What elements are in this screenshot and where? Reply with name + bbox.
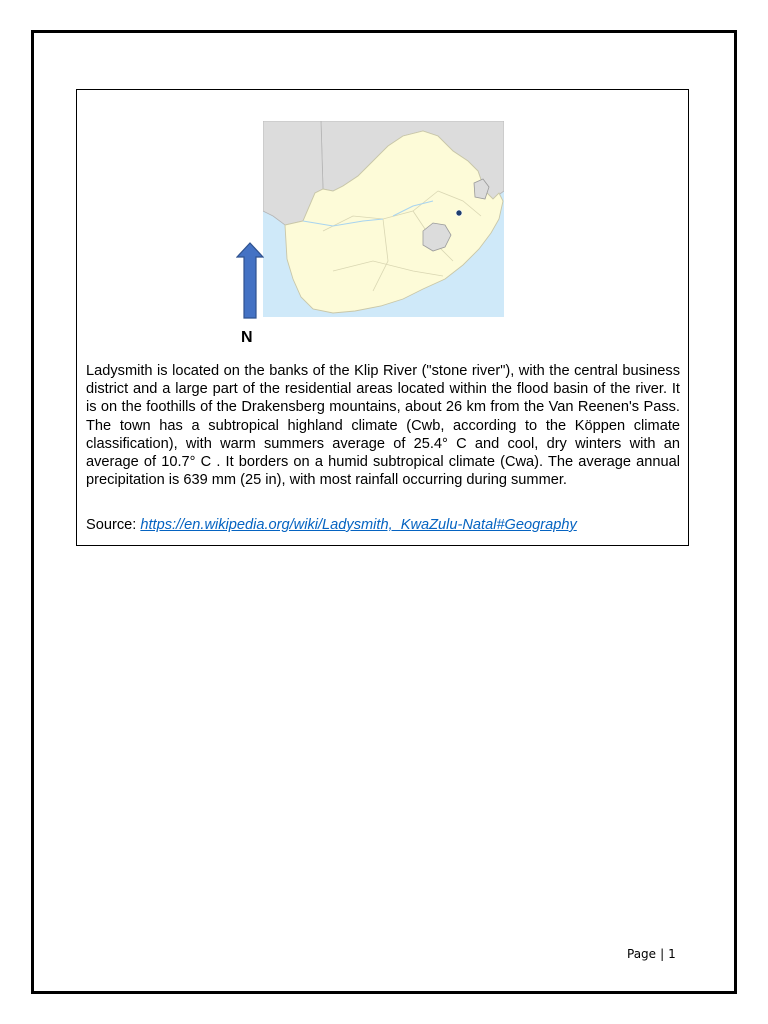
source-label: Source: <box>86 517 141 533</box>
page-label: Page <box>627 947 657 961</box>
north-arrow-icon <box>236 242 264 320</box>
ladysmith-marker <box>456 210 462 216</box>
north-label: N <box>241 329 253 346</box>
source-line <box>86 516 680 534</box>
page-number: 1 <box>668 947 676 961</box>
source-link[interactable]: https://en.wikipedia.org/wiki/Ladysmith,_KwaZulu-Natal#Geography <box>140 517 577 533</box>
page-separator: | <box>660 947 665 961</box>
body-paragraph: Ladysmith is located on the banks of the Klip River ("stone river"), with the central business district and a large part of the residential areas located within the flood basin of the river. It is on the foothills of the Drakensberg mountains, about 26 km from the Van Reenen's Pass. The town has a subtropical highland climate (Cwb, according to the Köppen climate classification), with warm summers average of 25.4° C and cool, dry winters with an average of 10.7° C . It borders on a humid subtropical climate (Cwa). The average annual precipitation is 639 mm (25 in), with most rainfall occurring during summer. <box>86 363 680 489</box>
page-footer <box>627 947 676 961</box>
south-africa-map <box>263 121 504 317</box>
